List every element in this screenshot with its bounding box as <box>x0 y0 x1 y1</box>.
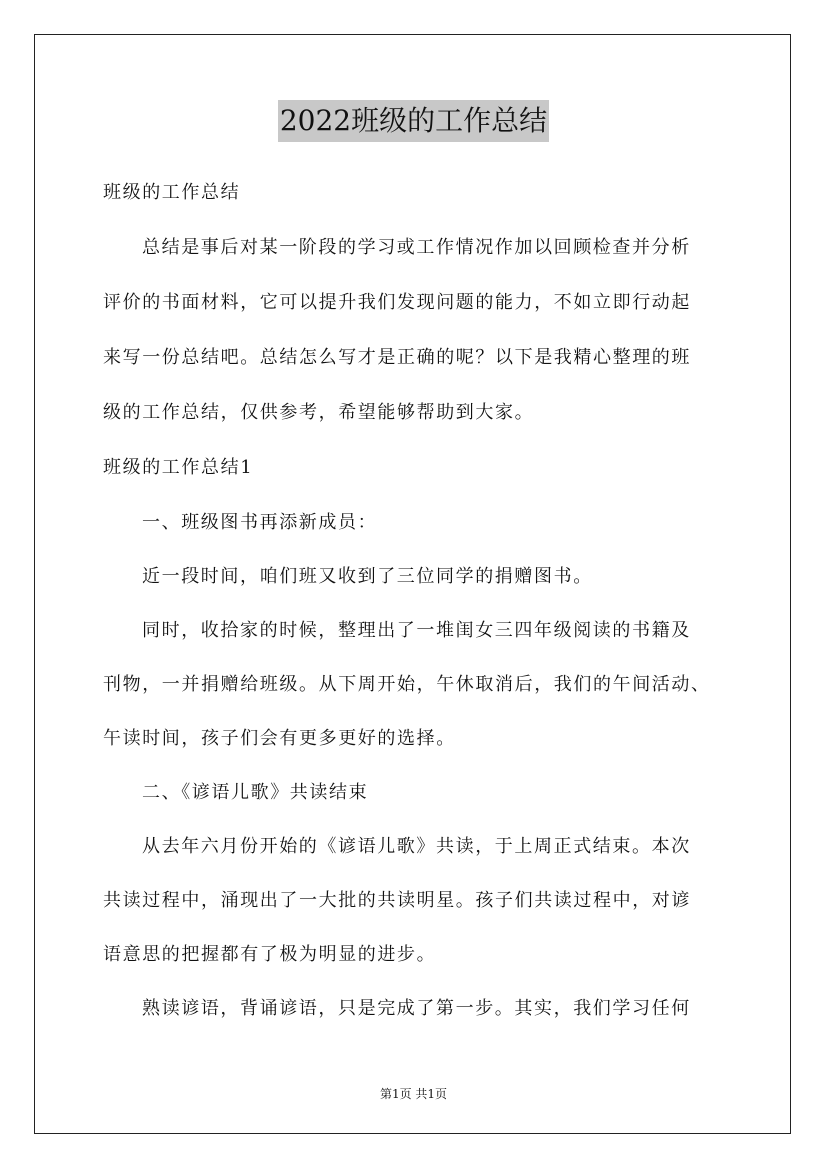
paragraph-line: 共读过程中，涌现出了一大批的共读明星。孩子们共读过程中，对谚 <box>103 890 691 911</box>
paragraph-line: 评价的书面材料，它可以提升我们发现问题的能力，不如立即行动起 <box>103 292 691 313</box>
paragraph-line: 语意思的把握都有了极为明显的进步。 <box>103 944 437 965</box>
paragraph-line: 熟读谚语，背诵谚语，只是完成了第一步。其实，我们学习任何 <box>142 998 691 1019</box>
paragraph-line: 级的工作总结，仅供参考，希望能够帮助到大家。 <box>103 402 535 423</box>
paragraph-line: 一、班级图书再添新成员： <box>142 512 378 533</box>
section-heading: 班级的工作总结 <box>103 182 241 203</box>
paragraph-line: 总结是事后对某一阶段的学习或工作情况作加以回顾检查并分析 <box>142 237 691 258</box>
document-title: 2022班级的工作总结 <box>278 100 549 142</box>
paragraph-line: 午读时间，孩子们会有更多更好的选择。 <box>103 728 456 749</box>
paragraph-line: 刊物，一并捐赠给班级。从下周开始，午休取消后，我们的午间活动、 <box>103 674 711 695</box>
paragraph-line: 来写一份总结吧。总结怎么写才是正确的呢？以下是我精心整理的班 <box>103 347 691 368</box>
paragraph-line: 从去年六月份开始的《谚语儿歌》共读，于上周正式结束。本次 <box>142 836 691 857</box>
section-heading: 班级的工作总结1 <box>103 457 254 478</box>
title-container <box>0 100 827 142</box>
paragraph-line: 二、《谚语儿歌》共读结束 <box>142 782 369 803</box>
paragraph-line: 近一段时间，咱们班又收到了三位同学的捐赠图书。 <box>142 566 593 587</box>
page-number-footer: 第1页 共1页 <box>379 1087 448 1101</box>
paragraph-line: 同时，收拾家的时候，整理出了一堆闺女三四年级阅读的书籍及 <box>142 620 691 641</box>
